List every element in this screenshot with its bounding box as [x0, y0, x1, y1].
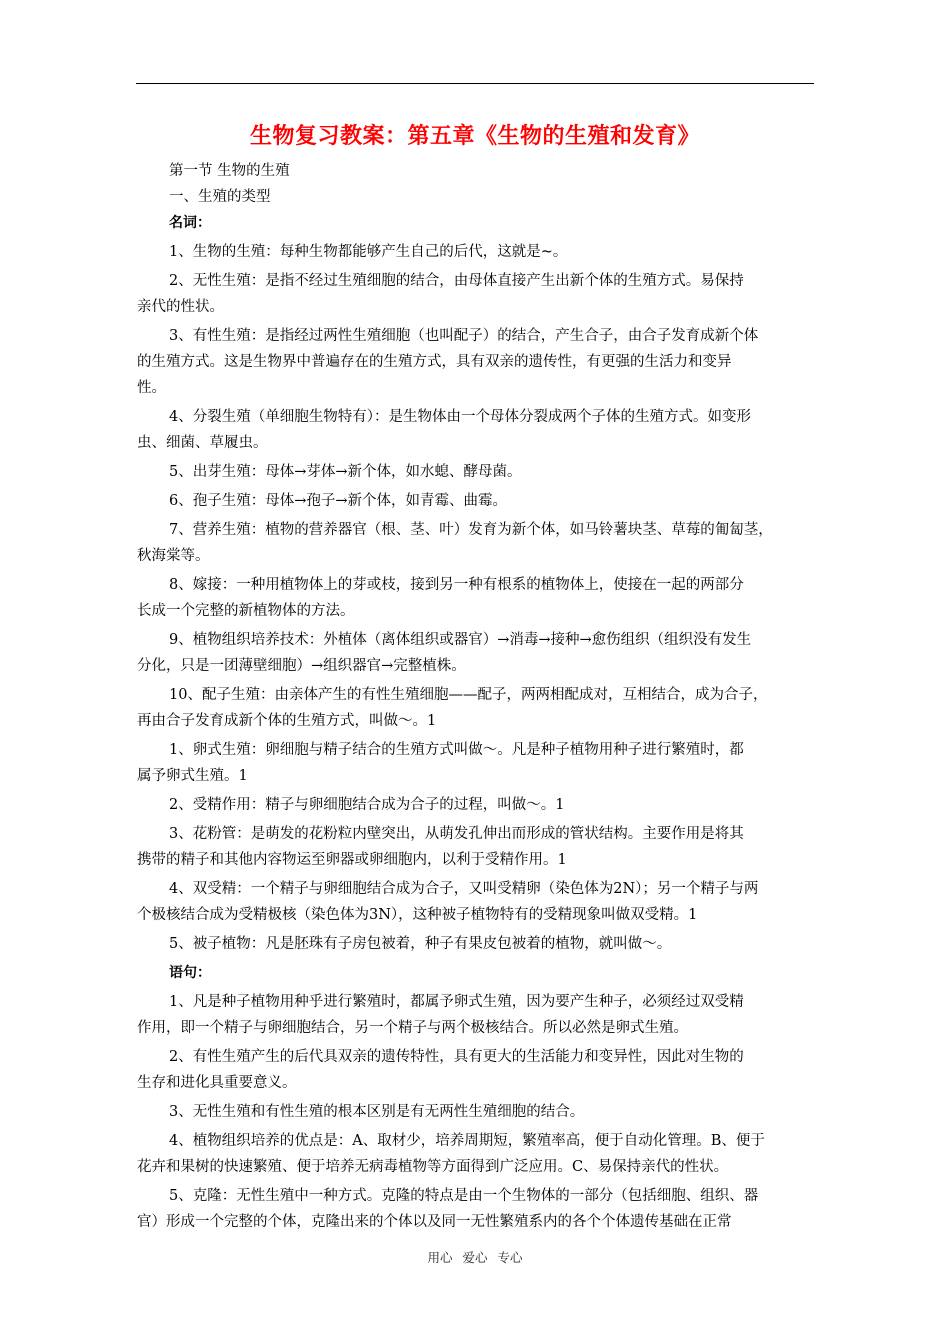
term-paragraph-line: 2、无性生殖：是指不经过生殖细胞的结合，由母体直接产生出新个体的生殖方式。易保持 [169, 273, 744, 289]
header-rule [136, 83, 814, 84]
term-paragraph [137, 876, 819, 928]
term-paragraph-line: 3、有性生殖：是指经过两性生殖细胞（也叫配子）的结合，产生合子，由合子发育成新个体 [169, 328, 759, 344]
term-paragraph-line: 属予卵式生殖。1 [137, 768, 248, 784]
subsection-heading: 一、生殖的类型 [169, 189, 271, 205]
term-paragraph-line: 9、植物组织培养技术：外植体（离体组织或器官）→消毒→接种→愈伤组织（组织没有发生 [169, 632, 752, 648]
sentence-paragraph-line: 5、克隆：无性生殖中一种方式。克隆的特点是由一个生物体的一部分（包括细胞、组织、器 [169, 1188, 759, 1204]
term-paragraph [137, 682, 819, 734]
term-paragraph [137, 517, 819, 569]
term-paragraph-line: 4、分裂生殖（单细胞生物特有）：是生物体由一个母体分裂成两个子体的生殖方式。如变形 [169, 409, 751, 425]
document-body [137, 158, 819, 1235]
term-paragraph [137, 488, 819, 514]
term-paragraph-line: 6、孢子生殖：母体→孢子→新个体，如青霉、曲霉。 [169, 493, 508, 509]
term-paragraph [137, 821, 819, 873]
term-paragraph-line: 2、受精作用：精子与卵细胞结合成为合子的过程，叫做～。1 [169, 797, 565, 813]
section-heading: 第一节 生物的生殖 [169, 163, 290, 179]
term-paragraph-line: 分化，只是一团薄壁细胞）→组织器官→完整植株。 [137, 658, 466, 674]
term-paragraph-line: 10、配子生殖：由亲体产生的有性生殖细胞——配子，两两相配成对，互相结合，成为合子， [169, 687, 768, 703]
term-paragraph-line: 7、营养生殖：植物的营养器官（根、茎、叶）发育为新个体，如马铃薯块茎、草莓的匍匐茎， [169, 522, 773, 538]
term-paragraph-line: 携带的精子和其他内容物运至卵器或卵细胞内，以利于受精作用。1 [137, 852, 567, 868]
term-paragraph [137, 404, 819, 456]
terms-heading: 名词： [169, 215, 211, 231]
term-paragraph-line: 1、卵式生殖：卵细胞与精子结合的生殖方式叫做～。凡是种子植物用种子进行繁殖时，都 [169, 742, 744, 758]
sentence-paragraph [137, 1044, 819, 1096]
page-footer: 用心 爱心 专心 [427, 1250, 523, 1265]
sentences-list [137, 989, 819, 1235]
sentence-paragraph-line: 1、凡是种子植物用种乎进行繁殖时，都属予卵式生殖，因为要产生种子，必须经过双受精 [169, 994, 744, 1010]
term-paragraph [137, 572, 819, 624]
terms-list [137, 239, 819, 957]
sentence-paragraph [137, 1099, 819, 1125]
term-paragraph-line: 5、出芽生殖：母体→芽体→新个体，如水螅、酵母菌。 [169, 464, 522, 480]
sentences-heading: 语句： [169, 965, 211, 981]
term-paragraph-line: 再由合子发育成新个体的生殖方式，叫做～。1 [137, 713, 437, 729]
term-paragraph-line: 8、嫁接：一种用植物体上的芽或枝，接到另一种有根系的植物体上，使接在一起的两部分 [169, 577, 744, 593]
term-paragraph-line: 个极核结合成为受精极核（染色体为3N），这种被子植物特有的受精现象叫做双受精。1 [137, 907, 698, 923]
sentence-paragraph-line: 3、无性生殖和有性生殖的根本区别是有无两性生殖细胞的结合。 [169, 1104, 585, 1120]
sentence-paragraph [137, 989, 819, 1041]
sentence-paragraph-line: 官）形成一个完整的个体，克隆出来的个体以及同一无性繁殖系内的各个个体遗传基础在正常 [137, 1214, 732, 1230]
sentence-paragraph [137, 1128, 819, 1180]
term-paragraph [137, 239, 819, 265]
sentence-paragraph [137, 1183, 819, 1235]
page-title: 生物复习教案：第五章《生物的生殖和发育》 [249, 124, 700, 149]
term-paragraph-line: 虫、细菌、草履虫。 [137, 435, 268, 451]
sentence-paragraph-line: 生存和进化具重要意义。 [137, 1075, 297, 1091]
term-paragraph [137, 268, 819, 320]
term-paragraph-line: 的生殖方式。这是生物界中普遍存在的生殖方式，具有双亲的遗传性，有更强的生活力和变异 [137, 354, 732, 370]
sentence-paragraph-line: 作用，即一个精子与卵细胞结合，另一个精子与两个极核结合。所以必然是卵式生殖。 [137, 1020, 688, 1036]
term-paragraph-line: 亲代的性状。 [137, 299, 224, 315]
sentence-paragraph-line: 4、植物组织培养的优点是：A、取材少，培养周期短，繁殖率高，便于自动化管理。B、便于 [169, 1133, 765, 1149]
term-paragraph [137, 931, 819, 957]
term-paragraph [137, 459, 819, 485]
term-paragraph-line: 5、被子植物：凡是胚珠有子房包被着，种子有果皮包被着的植物，就叫做～。 [169, 936, 672, 952]
term-paragraph-line: 4、双受精：一个精子与卵细胞结合成为合子，又叫受精卵（染色体为2N）；另一个精子与两 [169, 881, 759, 897]
term-paragraph [137, 627, 819, 679]
term-paragraph [137, 792, 819, 818]
term-paragraph [137, 737, 819, 789]
term-paragraph-line: 1、生物的生殖：每种生物都能够产生自己的后代，这就是~。 [169, 244, 568, 260]
sentence-paragraph-line: 花卉和果树的快速繁殖、便于培养无病毒植物等方面得到广泛应用。C、易保持亲代的性状。 [137, 1159, 729, 1175]
term-paragraph [137, 323, 819, 401]
term-paragraph-line: 性。 [137, 380, 166, 396]
sentence-paragraph-line: 2、有性生殖产生的后代具双亲的遗传特性，具有更大的生活能力和变异性，因此对生物的 [169, 1049, 744, 1065]
term-paragraph-line: 长成一个完整的新植物体的方法。 [137, 603, 355, 619]
term-paragraph-line: 3、花粉管：是萌发的花粉粒内壁突出，从萌发孔伸出而形成的管状结构。主要作用是将其 [169, 826, 744, 842]
term-paragraph-line: 秋海棠等。 [137, 548, 210, 564]
